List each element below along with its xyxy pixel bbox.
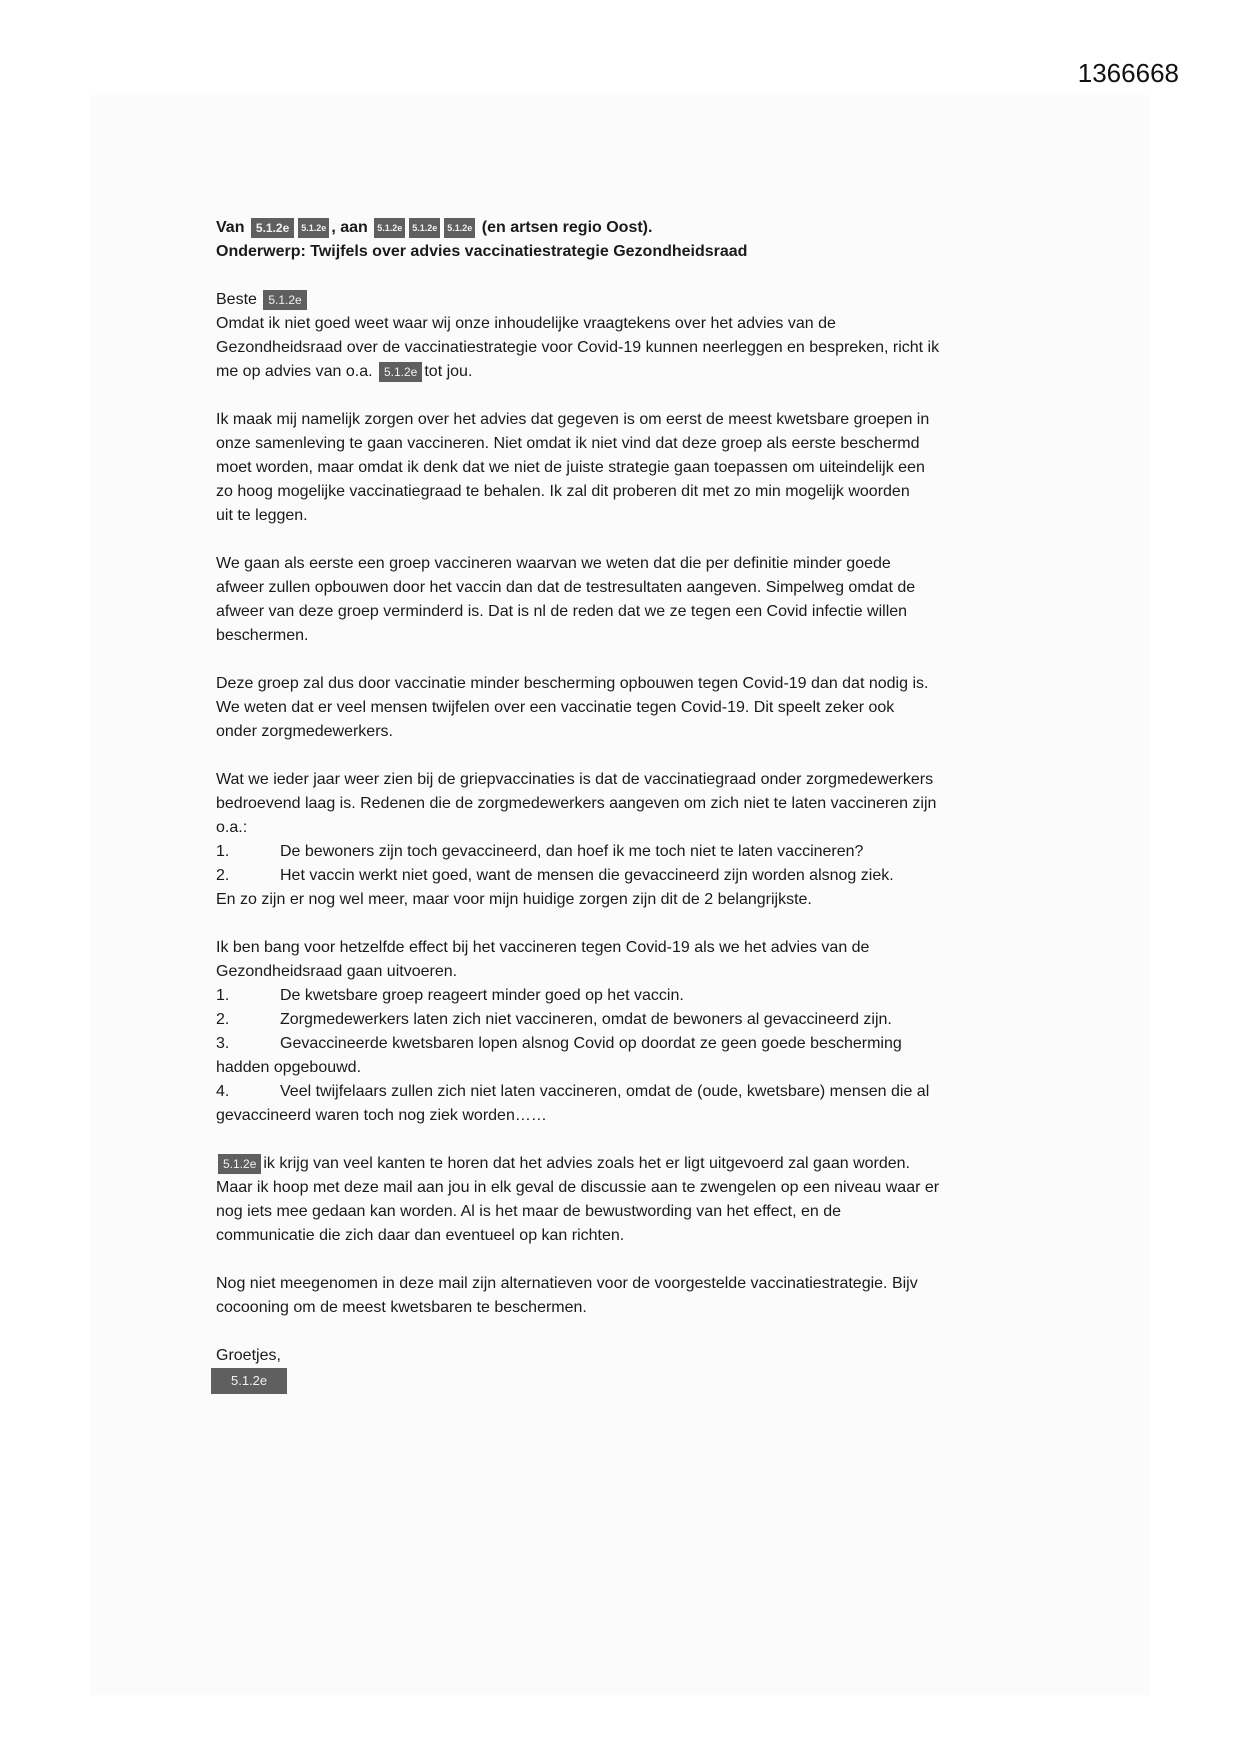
- blank-line: [216, 528, 1216, 552]
- line-text: (en artsen regio Oost).: [477, 219, 653, 236]
- text-line: [216, 720, 1216, 744]
- line-text: Het vaccin werkt niet goed, want de mensen die gevaccineerd zijn worden alsnog ziek.: [280, 867, 894, 884]
- list-number: 2.: [216, 1011, 230, 1028]
- line-text: nog iets mee gedaan kan worden. Al is het maar de bewustwording van het effect, en de: [216, 1203, 841, 1220]
- list-number: 1.: [216, 987, 230, 1004]
- redaction-box: 5.1.2e: [409, 218, 440, 238]
- text-line: [216, 1200, 1216, 1224]
- text-line: [216, 360, 1216, 384]
- text-line: [216, 840, 1216, 864]
- line-text: Nog niet meegenomen in deze mail zijn alternatieven voor de voorgestelde vaccinatiestrategie. Bijv: [216, 1275, 918, 1292]
- line-text: communicatie die zich daar dan eventueel op kan richten.: [216, 1227, 625, 1244]
- line-text: ik krijg van veel kanten te horen dat het advies zoals het er ligt uitgevoerd zal gaan worden.: [263, 1155, 910, 1172]
- blank-line: [216, 1320, 1216, 1344]
- list-number: 3.: [216, 1035, 230, 1052]
- line-text: Omdat ik niet goed weet waar wij onze inhoudelijke vraagtekens over het advies van de: [216, 315, 836, 332]
- text-line: [216, 1104, 1216, 1128]
- document-number: 1366668: [1077, 58, 1179, 88]
- redaction-box: 5.1.2e: [218, 1154, 261, 1174]
- blank-line: [216, 648, 1216, 672]
- text-line: [216, 1032, 1216, 1056]
- text-line: [216, 1344, 1216, 1368]
- line-text: afweer van deze groep verminderd is. Dat is nl de reden dat we ze tegen een Covid infectie willen: [216, 603, 908, 620]
- blank-line: [216, 912, 1216, 936]
- redaction-box: 5.1.2e: [298, 218, 329, 238]
- line-text: Onderwerp: Twijfels over advies vaccinatiestrategie Gezondheidsraad: [216, 243, 748, 260]
- text-line: [216, 552, 1216, 576]
- line-text: En zo zijn er nog wel meer, maar voor mijn huidige zorgen zijn dit de 2 belangrijkste.: [216, 891, 812, 908]
- line-text: o.a.:: [216, 819, 248, 836]
- line-text: Veel twijfelaars zullen zich niet laten vaccineren, omdat de (oude, kwetsbare) mensen die al: [280, 1083, 930, 1100]
- blank-line: [216, 744, 1216, 768]
- line-text: afweer zullen opbouwen door het vaccin dan dat de testresultaten aangeven. Simpelweg omdat de: [216, 579, 916, 596]
- blank-line: [216, 1248, 1216, 1272]
- text-line: [216, 984, 1216, 1008]
- text-line: [216, 1224, 1216, 1248]
- redaction-box: 5.1.2e: [374, 218, 405, 238]
- line-text: Gezondheidsraad over de vaccinatiestrategie voor Covid-19 kunnen neerleggen en bespreken, richt ik: [216, 339, 940, 356]
- redaction-box: 5.1.2e: [263, 290, 306, 310]
- text-line: [216, 408, 1216, 432]
- line-text: Beste: [216, 291, 262, 308]
- blank-line: [216, 384, 1216, 408]
- text-line: [216, 1272, 1216, 1296]
- line-text: moet worden, maar omdat ik denk dat we niet de juiste strategie gaan toepassen om uiteindelijk een: [216, 459, 925, 476]
- line-text: De bewoners zijn toch gevaccineerd, dan hoef ik me toch niet te laten vaccineren?: [280, 843, 864, 860]
- text-line: [216, 1176, 1216, 1200]
- text-line: [216, 624, 1216, 648]
- line-text: onze samenleving te gaan vaccineren. Niet omdat ik niet vind dat deze groep als eerste beschermd: [216, 435, 920, 452]
- line-text: Gevaccineerde kwetsbaren lopen alsnog Covid op doordat ze geen goede bescherming: [280, 1035, 902, 1052]
- line-text: De kwetsbare groep reageert minder goed op het vaccin.: [280, 987, 684, 1004]
- text-line: [216, 936, 1216, 960]
- signature-redaction: 5.1.2e: [211, 1368, 287, 1394]
- line-text: Maar ik hoop met deze mail aan jou in elk geval de discussie aan te zwengelen op een niveau waar er: [216, 1179, 940, 1196]
- list-number: 1.: [216, 843, 230, 860]
- line-text: tot jou.: [424, 363, 473, 380]
- text-line: [216, 456, 1216, 480]
- text-line: [216, 816, 1216, 840]
- line-text: cocooning om de meest kwetsbaren te beschermen.: [216, 1299, 587, 1316]
- header-line: [216, 240, 1216, 264]
- blank-line: [216, 1128, 1216, 1152]
- line-text: Deze groep zal dus door vaccinatie minder bescherming opbouwen tegen Covid-19 dan dat nodig is.: [216, 675, 929, 692]
- line-text: onder zorgmedewerkers.: [216, 723, 393, 740]
- text-line: [216, 696, 1216, 720]
- list-number: 2.: [216, 867, 230, 884]
- text-line: [216, 576, 1216, 600]
- list-number: 4.: [216, 1083, 230, 1100]
- text-line: [216, 600, 1216, 624]
- text-line: [216, 1296, 1216, 1320]
- text-line: [216, 960, 1216, 984]
- blank-line: [216, 264, 1216, 288]
- line-text: We gaan als eerste een groep vaccineren waarvan we weten dat die per definitie minder goede: [216, 555, 891, 572]
- text-line: [216, 1008, 1216, 1032]
- text-line: [216, 336, 1216, 360]
- line-text: me op advies van o.a.: [216, 363, 377, 380]
- line-text: beschermen.: [216, 627, 309, 644]
- line-text: Wat we ieder jaar weer zien bij de griepvaccinaties is dat de vaccinatiegraad onder zorgmedewerkers: [216, 771, 934, 788]
- text-line: [216, 888, 1216, 912]
- line-text: Ik maak mij namelijk zorgen over het advies dat gegeven is om eerst de meest kwetsbare groepen in: [216, 411, 930, 428]
- line-text: uit te leggen.: [216, 507, 308, 524]
- redaction-box: 5.1.2e: [251, 218, 294, 238]
- text-line: [216, 312, 1216, 336]
- line-text: Van: [216, 219, 249, 236]
- line-text: gevaccineerd waren toch nog ziek worden……: [216, 1107, 547, 1124]
- text-line: [216, 432, 1216, 456]
- text-line: [216, 792, 1216, 816]
- text-line: [216, 1152, 1216, 1176]
- text-line: [216, 1056, 1216, 1080]
- line-text: hadden opgebouwd.: [216, 1059, 362, 1076]
- redaction-box: 5.1.2e: [379, 362, 422, 382]
- line-text: We weten dat er veel mensen twijfelen over een vaccinatie tegen Covid-19. Dit speelt zeker ook: [216, 699, 895, 716]
- line-text: Gezondheidsraad gaan uitvoeren.: [216, 963, 458, 980]
- text-line: [216, 1080, 1216, 1104]
- text-line: [216, 480, 1216, 504]
- line-text: bedroevend laag is. Redenen die de zorgmedewerkers aangeven om zich niet te laten vaccineren zijn: [216, 795, 937, 812]
- line-text: , aan: [331, 219, 373, 236]
- text-line: [216, 504, 1216, 528]
- text-line: [216, 288, 1216, 312]
- email-body: [216, 216, 1216, 1392]
- line-text: Groetjes,: [216, 1347, 281, 1364]
- redaction-box: 5.1.2e: [444, 218, 475, 238]
- text-line: [216, 1368, 1216, 1392]
- line-text: zo hoog mogelijke vaccinatiegraad te behalen. Ik zal dit proberen dit met zo min mogelijk woorden: [216, 483, 910, 500]
- header-line: [216, 216, 1216, 240]
- line-text: Zorgmedewerkers laten zich niet vaccineren, omdat de bewoners al gevaccineerd zijn.: [280, 1011, 892, 1028]
- text-line: [216, 768, 1216, 792]
- line-text: Ik ben bang voor hetzelfde effect bij het vaccineren tegen Covid-19 als we het advies van de: [216, 939, 870, 956]
- text-line: [216, 864, 1216, 888]
- text-line: [216, 672, 1216, 696]
